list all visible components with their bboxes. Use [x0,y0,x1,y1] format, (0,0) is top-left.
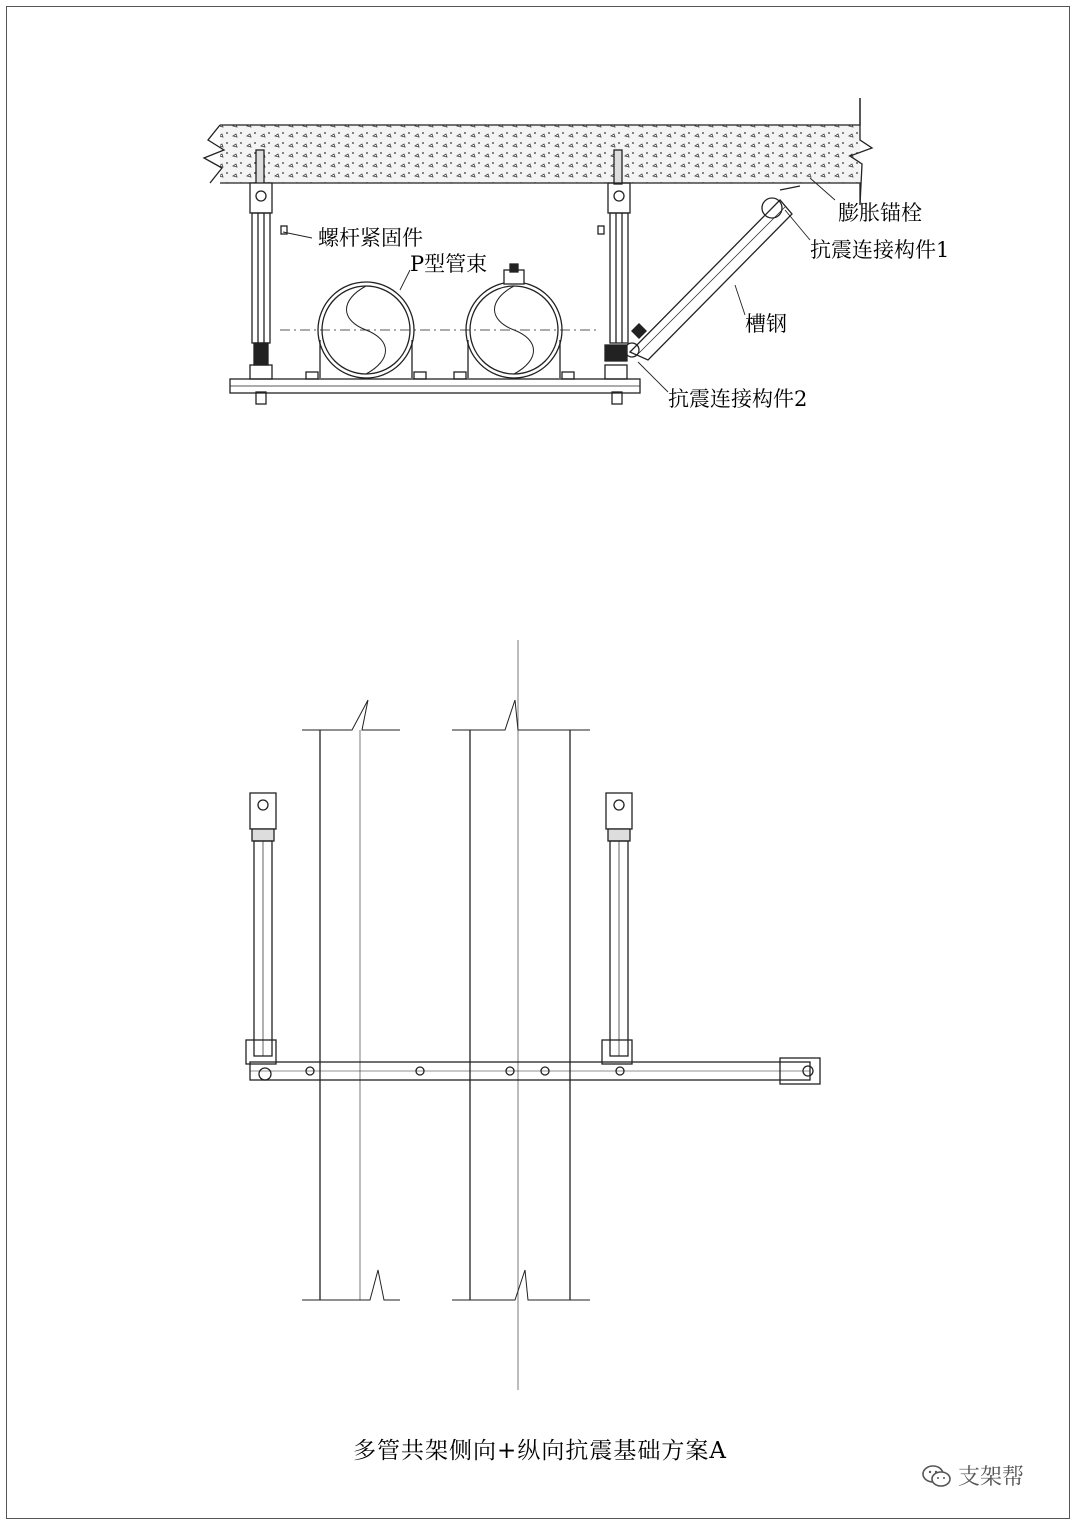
watermark [922,1460,1024,1491]
wechat-icon [922,1464,952,1488]
pipe-left [306,282,426,379]
label-connector-2: 抗震连接构件2 [668,387,808,411]
drawing-caption: 多管共架侧向+纵向抗震基础方案A [353,1438,727,1464]
plan-pipes [302,640,590,1390]
plan-beam [250,1058,820,1084]
concrete-slab [204,98,872,205]
label-p-clamp: P型管束 [410,252,488,276]
plan-left-rod [246,793,276,1064]
label-connector-1: 抗震连接构件1 [810,238,950,262]
label-anchor-bolt: 膨胀锚栓 [838,201,922,225]
watermark-text: 支架帮 [958,1465,1025,1490]
plan-right-rod [602,793,632,1064]
left-hanger [250,150,287,404]
bottom-channel-beam [230,379,640,393]
right-hanger [598,150,630,404]
leader-lines [283,178,835,392]
pipe-right [454,264,574,379]
label-channel-steel: 槽钢 [745,312,787,336]
label-rod-fastener: 螺杆紧固件 [318,226,423,250]
